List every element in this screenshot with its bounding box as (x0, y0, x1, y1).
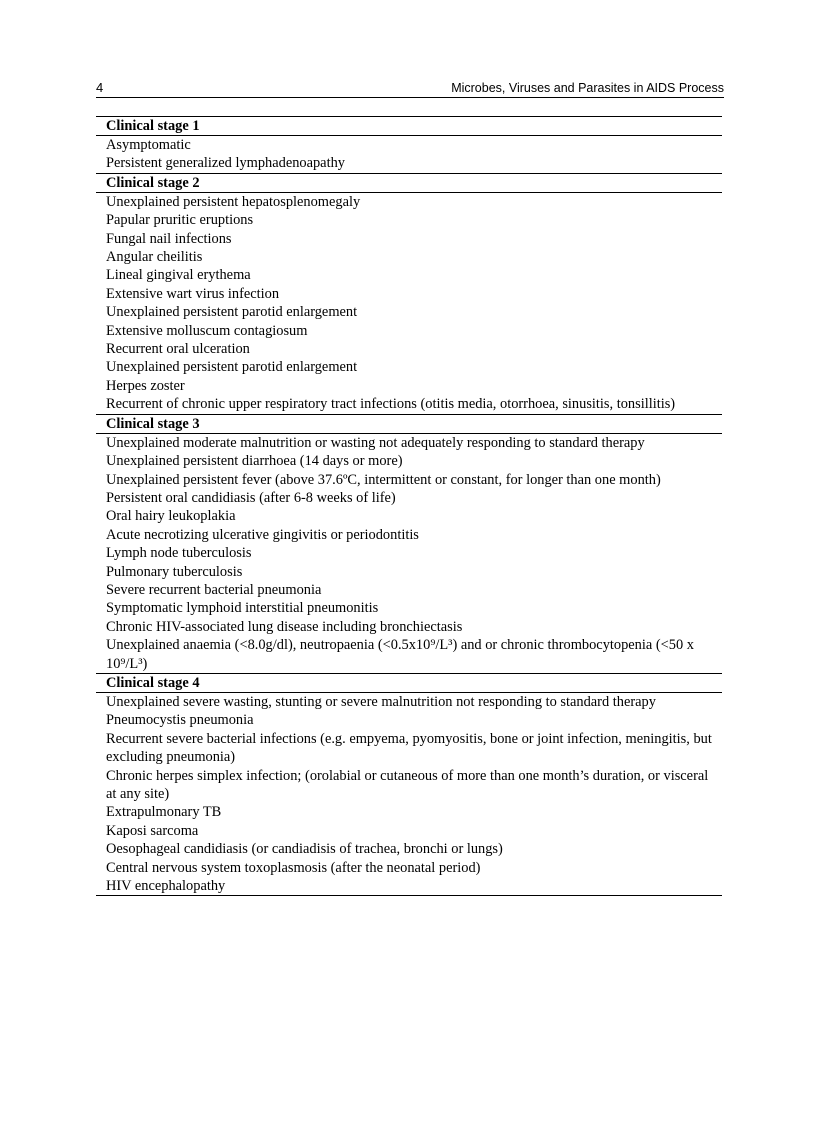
condition-item: Oral hairy leukoplakia (106, 508, 236, 525)
clinical-stages-table (96, 116, 722, 896)
stage-section (96, 673, 722, 895)
condition-item: Asymptomatic (106, 137, 191, 153)
condition-item: Extrapulmonary TB (106, 804, 222, 821)
condition-item: Unexplained persistent parotid enlargement (106, 304, 358, 321)
stage-section (96, 173, 722, 414)
condition-item: Extensive molluscum contagiosum (106, 322, 308, 339)
stage-heading: Clinical stage 1 (96, 117, 722, 136)
condition-item: Kaposi sarcoma (106, 822, 199, 839)
condition-item: Oesophageal candidiasis (or candiadisis of trachea, bronchi or lungs) (106, 841, 503, 858)
condition-item: Unexplained persistent parotid enlargement (106, 359, 358, 376)
running-title: Microbes, Viruses and Parasites in AIDS Process (451, 81, 724, 95)
condition-item: Recurrent of chronic upper respiratory tract infections (otitis media, otorrhoea, sinusitis, tonsillitis) (106, 396, 676, 413)
condition-item: Fungal nail infections (106, 230, 232, 247)
condition-item: Extensive wart virus infection (106, 285, 280, 302)
condition-item: Chronic herpes simplex infection; (orolabial or cutaneous of more than one month’s duration, or visceral at any site) (106, 767, 709, 802)
condition-item: Unexplained persistent diarrhoea (14 days or more) (106, 453, 403, 470)
condition-item: Unexplained severe wasting, stunting or severe malnutrition not responding to standard therapy (106, 693, 656, 710)
condition-item: Central nervous system toxoplasmosis (after the neonatal period) (106, 859, 481, 876)
stage-section (96, 414, 722, 673)
condition-item: Unexplained persistent hepatosplenomegaly (106, 193, 361, 210)
condition-item: Herpes zoster (106, 377, 185, 394)
condition-item: Pneumocystis pneumonia (106, 712, 254, 729)
condition-item: Chronic HIV-associated lung disease including bronchiectasis (106, 618, 463, 635)
condition-item: Unexplained persistent fever (above 37.6ºC, intermittent or constant, for longer than one month) (106, 471, 661, 488)
condition-item: Lineal gingival erythema (106, 267, 251, 284)
condition-item: Angular cheilitis (106, 249, 203, 266)
stage-heading: Clinical stage 3 (96, 415, 722, 434)
condition-item: Lymph node tuberculosis (106, 545, 252, 562)
condition-item: Recurrent oral ulceration (106, 341, 250, 358)
condition-item: Unexplained anaemia (<8.0g/dl), neutropaenia (<0.5x10⁹/L³) and or chronic thrombocytopenia (<50 x 10⁹/L³) (106, 637, 694, 672)
condition-item: Acute necrotizing ulcerative gingivitis or periodontitis (106, 526, 419, 543)
page-number: 4 (96, 80, 104, 95)
stage-heading: Clinical stage 2 (96, 174, 722, 193)
condition-item: HIV encephalopathy (106, 878, 226, 895)
condition-item: Pulmonary tuberculosis (106, 563, 243, 580)
condition-item: Recurrent severe bacterial infections (e.g. empyema, pyomyositis, bone or joint infection, meningitis, but excluding pneumonia) (106, 730, 712, 766)
condition-item: Persistent generalized lymphadenoapathy (106, 155, 345, 172)
condition-item: Symptomatic lymphoid interstitial pneumonitis (106, 600, 379, 617)
stage-heading: Clinical stage 4 (96, 674, 722, 693)
condition-item: Persistent oral candidiasis (after 6-8 weeks of life) (106, 489, 396, 506)
stage-section (96, 117, 722, 173)
condition-item: Severe recurrent bacterial pneumonia (106, 581, 322, 598)
condition-item: Unexplained moderate malnutrition or wasting not adequately responding to standard therapy (106, 434, 645, 451)
condition-item: Papular pruritic eruptions (106, 212, 254, 229)
page-header (96, 80, 724, 98)
